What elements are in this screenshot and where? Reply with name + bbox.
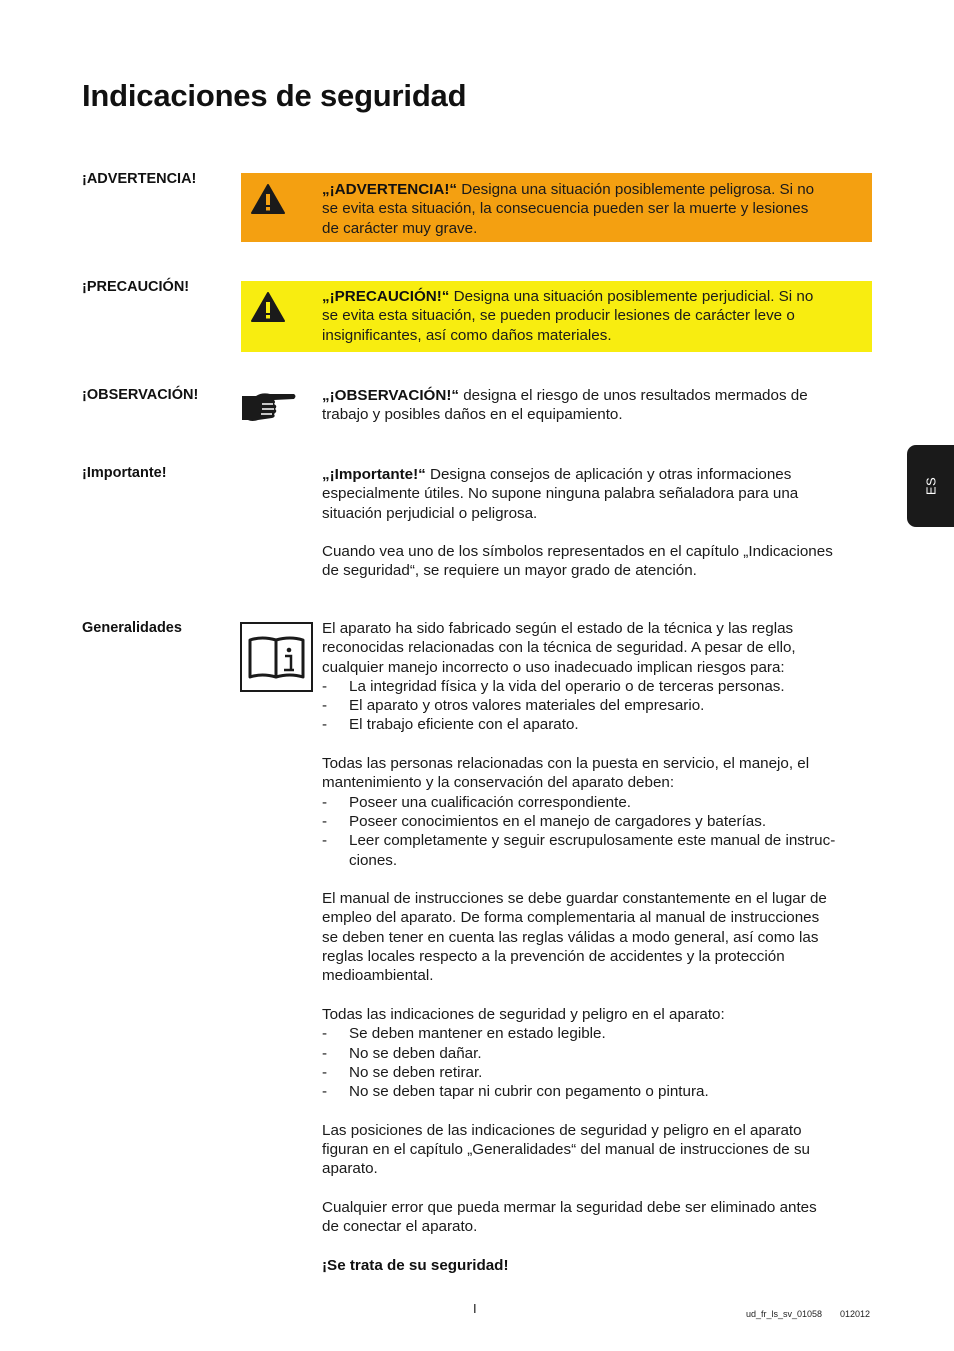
footer-date: 012012 <box>840 1309 871 1319</box>
text-line: Todas las personas relacionadas con la puesta en servicio, el manejo, el <box>322 755 810 773</box>
list-item-text: Se deben mantener en estado legible. <box>349 1025 606 1043</box>
list-item <box>322 715 874 734</box>
observacion-line1: designa el riesgo de unos resultados mermados de <box>458 387 808 404</box>
text-line: figuran en el capítulo „Generalidades“ del manual de instrucciones de su <box>322 1141 810 1159</box>
advertencia-line3: de carácter muy grave. <box>322 219 478 237</box>
generalidades-p5 <box>322 1121 874 1179</box>
footer-code: ud_fr_ls_sv_01058 <box>746 1309 823 1319</box>
advertencia-box <box>241 173 872 242</box>
list-item-text: ciones. <box>349 851 398 869</box>
importante-line1: Designa consejos de aplicación y otras informaciones <box>425 466 792 483</box>
bullet-dash: - <box>322 716 328 734</box>
list-item <box>322 1024 874 1043</box>
importante-line2: especialmente útiles. No supone ninguna palabra señaladora para una <box>322 485 799 503</box>
generalidades-list4 <box>322 1024 874 1101</box>
warning-triangle-icon <box>250 291 286 323</box>
generalidades-p6 <box>322 1198 874 1237</box>
text-line: aparato. <box>322 1160 378 1178</box>
language-tab <box>907 445 954 527</box>
generalidades-p2 <box>322 754 874 793</box>
bullet-dash: - <box>322 1044 328 1062</box>
list-item <box>322 1063 874 1082</box>
text-line: El manual de instrucciones se debe guardar constantemente en el lugar de <box>322 890 827 908</box>
list-item-text: Leer completamente y seguir escrupulosamente este manual de instruc- <box>349 832 836 850</box>
observacion-label: ¡OBSERVACIÓN! <box>82 387 199 403</box>
bullet-dash: - <box>322 832 328 850</box>
precaucion-keyword: „¡PRECAUCIÓN!“ <box>322 288 450 305</box>
advertencia-text <box>322 180 862 238</box>
bullet-dash: - <box>322 812 328 830</box>
importante-label: ¡Importante! <box>82 465 167 481</box>
list-item <box>322 696 874 715</box>
text-line: reglas locales respecto a la prevención de accidentes y la protección <box>322 948 785 966</box>
advertencia-keyword: „¡ADVERTENCIA!“ <box>322 181 457 198</box>
list-item <box>322 1044 874 1063</box>
text-line: se deben tener en cuenta las reglas válidas a modo general, así como las <box>322 928 819 946</box>
advertencia-label: ¡ADVERTENCIA! <box>82 171 197 187</box>
text-line: mantenimiento y la conservación del aparato deben: <box>322 774 675 792</box>
text-line: reconocidas relacionadas con la técnica de seguridad. A pesar de ello, <box>322 639 796 657</box>
generalidades-list1 <box>322 677 874 735</box>
closing-text: ¡Se trata de su seguridad! <box>322 1256 509 1274</box>
importante-text <box>322 465 874 581</box>
advertencia-line2: se evita esta situación, la consecuencia pueden ser la muerte y lesiones <box>322 200 809 218</box>
bullet-dash: - <box>322 677 328 695</box>
precaucion-line2: se evita esta situación, se pueden producir lesiones de carácter leve o <box>322 307 795 325</box>
generalidades-label: Generalidades <box>82 620 182 636</box>
list-item-text: No se deben dañar. <box>349 1044 482 1062</box>
bullet-dash: - <box>322 1063 328 1081</box>
observacion-text <box>322 386 874 425</box>
text-line: medioambiental. <box>322 967 434 985</box>
text-line: de conectar el aparato. <box>322 1218 478 1236</box>
importante-line3: situación perjudicial o peligrosa. <box>322 504 538 522</box>
observacion-keyword: „¡OBSERVACIÓN!“ <box>322 387 459 404</box>
generalidades-text <box>322 619 874 1275</box>
bullet-dash: - <box>322 1083 328 1101</box>
text-line: Cualquier error que pueda mermar la seguridad debe ser eliminado antes <box>322 1198 817 1216</box>
list-item <box>322 812 874 831</box>
precaucion-text <box>322 287 862 345</box>
closing-statement <box>322 1256 874 1275</box>
list-item <box>322 677 874 696</box>
list-item <box>322 1082 874 1101</box>
bullet-dash: - <box>322 697 328 715</box>
text-line: empleo del aparato. De forma complementaria al manual de instrucciones <box>322 909 820 927</box>
manual-info-icon <box>240 622 314 693</box>
generalidades-list2 <box>322 793 874 870</box>
list-item-text: No se deben retirar. <box>349 1063 483 1081</box>
text-line: Todas las indicaciones de seguridad y peligro en el aparato: <box>322 1005 725 1023</box>
generalidades-p1 <box>322 619 874 677</box>
text-line: El aparato ha sido fabricado según el estado de la técnica y las reglas <box>322 620 794 637</box>
precaucion-box <box>241 281 872 352</box>
importante-keyword: „¡Importante!“ <box>322 466 426 483</box>
generalidades-p3 <box>322 889 874 985</box>
page-title: Indicaciones de seguridad <box>82 78 467 113</box>
list-item-text: El trabajo eficiente con el aparato. <box>349 716 579 734</box>
generalidades-p4 <box>322 1005 874 1024</box>
list-item <box>322 793 874 812</box>
list-item-text: Poseer una cualificación correspondiente. <box>349 793 631 811</box>
precaucion-line1: Designa una situación posiblemente perjudicial. Si no <box>449 288 814 305</box>
advertencia-line1: Designa una situación posiblemente peligrosa. Si no <box>457 181 815 198</box>
precaucion-line3: insignificantes, así como daños materiales. <box>322 326 612 344</box>
bullet-dash: - <box>322 793 328 811</box>
list-item-continuation <box>322 851 874 870</box>
page-number: I <box>473 1301 477 1316</box>
pointing-hand-icon <box>240 390 298 428</box>
observacion-line2: trabajo y posibles daños en el equipamiento. <box>322 406 623 424</box>
importante-para2-line2: de seguridad“, se requiere un mayor grado de atención. <box>322 562 697 580</box>
list-item-text: Poseer conocimientos en el manejo de cargadores y baterías. <box>349 812 767 830</box>
language-tab-label: ES <box>923 476 938 496</box>
warning-triangle-icon <box>250 183 286 215</box>
list-item-text: El aparato y otros valores materiales del empresario. <box>349 697 705 715</box>
text-line: cualquier manejo incorrecto o uso inadecuado implican riesgos para: <box>322 658 785 676</box>
list-item-text: No se deben tapar ni cubrir con pegamento o pintura. <box>349 1083 709 1101</box>
importante-para2-line1: Cuando vea uno de los símbolos representados en el capítulo „Indicaciones <box>322 543 833 561</box>
precaucion-label: ¡PRECAUCIÓN! <box>82 279 190 295</box>
bullet-dash: - <box>322 1025 328 1043</box>
list-item-text: La integridad física y la vida del operario o de terceras personas. <box>349 677 785 695</box>
text-line: Las posiciones de las indicaciones de seguridad y peligro en el aparato <box>322 1121 802 1139</box>
list-item <box>322 831 874 850</box>
